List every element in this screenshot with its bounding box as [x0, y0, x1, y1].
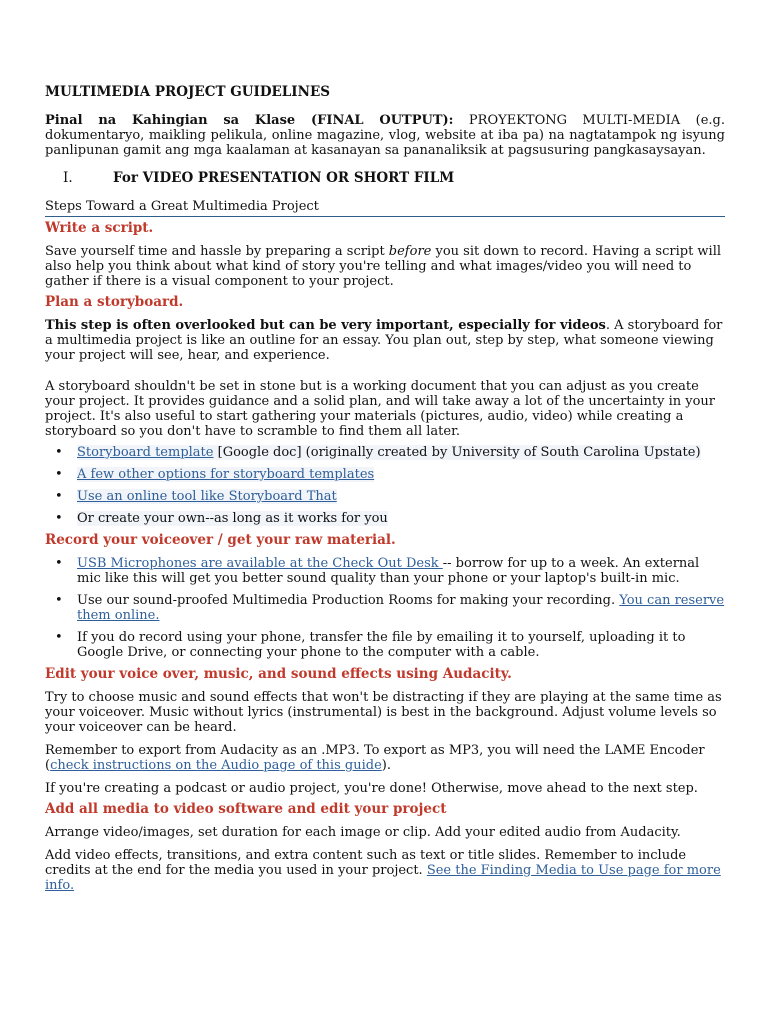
bullet-icon: • — [55, 511, 63, 526]
audacity-paragraph-3: If you're creating a podcast or audio project, you're done! Otherwise, move ahead to the next step. — [45, 781, 698, 796]
storyboard-template-note: [Google doc] (originally created by University of South Carolina Upstate) — [213, 445, 701, 460]
production-rooms-text: Use our sound-proofed Multimedia Production Rooms for making your recording. — [77, 593, 620, 608]
list-item — [45, 445, 725, 460]
script-text-a: Save yourself time and hassle by preparing a script — [45, 244, 389, 259]
finding-media-link[interactable]: See the Finding Media to Use page for more info. — [45, 863, 721, 893]
intro-label: Pinal na Kahingian sa Klase (FINAL OUTPUT) — [45, 113, 449, 128]
storyboard-paragraph-2: A storyboard shouldn't be set in stone but is a working document that you can adjust as you create your project. It provides guidance and a solid plan, and will take away a lot of the uncertainty in your project. It's also useful to start gathering your materials (pictures, audio, video) while creating a storyboard so you don't have to scramble to find them all later. — [45, 379, 715, 439]
bullet-icon: • — [55, 445, 63, 460]
heading-edit-audacity: Edit your voice over, music, and sound effects using Audacity. — [45, 666, 512, 682]
list-item — [45, 467, 725, 482]
list-item — [45, 593, 725, 623]
heading-plan-storyboard: Plan a storyboard. — [45, 294, 184, 310]
list-item — [45, 630, 725, 660]
document-page — [45, 85, 725, 907]
voiceover-list — [45, 556, 725, 660]
audio-page-link[interactable]: check instructions on the Audio page of this guide — [50, 758, 382, 773]
intro-colon: : — [448, 113, 454, 128]
section-label: For VIDEO PRESENTATION OR SHORT FILM — [113, 170, 455, 186]
bullet-icon: • — [55, 489, 63, 504]
page-title: MULTIMEDIA PROJECT GUIDELINES — [45, 84, 330, 100]
audacity-paragraph-2 — [45, 743, 725, 773]
video-effects-text: Add video effects, transitions, and extra content such as text or title slides. Remember to include credits at the end for the media you used in your project. — [45, 848, 687, 878]
storyboard-bold-text: This step is often overlooked but can be very important, especially for videos — [45, 318, 606, 333]
script-text-emphasis: before — [388, 244, 432, 259]
reserve-rooms-link[interactable]: You can reserve them online. — [77, 593, 725, 623]
bullet-icon: • — [55, 556, 63, 571]
script-paragraph — [45, 244, 725, 289]
usb-microphones-link[interactable]: USB Microphones are available at the Check Out Desk — [77, 556, 443, 571]
storyboard-options-link[interactable]: A few other options for storyboard templates — [77, 467, 375, 482]
storyboard-list — [45, 445, 725, 526]
heading-record-voiceover: Record your voiceover / get your raw material. — [45, 532, 396, 548]
audacity-paragraph-1: Try to choose music and sound effects that won't be distracting if they are playing at the same time as your voiceover. Music without lyrics (instrumental) is best in the background. Adjust volume levels so your voiceover can be heard. — [45, 690, 722, 735]
video-paragraph-1: Arrange video/images, set duration for each image or clip. Add your edited audio from Audacity. — [45, 825, 681, 840]
bullet-icon: • — [55, 467, 63, 482]
intro-text: PROYEKTONG MULTI-MEDIA (e.g. dokumentaryo, maikling pelikula, online magazine, vlog, website at iba pa) na nagtatampok ng isyung panlipunan gamit ang mga kaalaman at kasanayan sa pananaliksik at pagsusuring pangkasaysayan. — [45, 113, 725, 158]
script-text-b: you sit down to record. Having a script will also help you think about what kind of story you're telling and what images/video you will need to gather if there is a visual component to your project. — [45, 244, 722, 289]
bullet-icon: • — [55, 630, 63, 645]
storyboard-text: . A storyboard for a multimedia project is like an outline for an essay. You plan out, step by step, what someone viewing your project will see, hear, and experience. — [45, 318, 723, 363]
section-heading — [45, 171, 725, 186]
bullet-icon: • — [55, 593, 63, 608]
heading-write-script: Write a script. — [45, 220, 154, 236]
heading-video-software: Add all media to video software and edit your project — [45, 801, 447, 817]
storyboard-paragraph-1 — [45, 318, 725, 363]
export-text-end: ). — [381, 758, 391, 773]
create-own-text: Or create your own--as long as it works for you — [77, 511, 388, 526]
list-item — [45, 489, 725, 504]
section-number: I. — [63, 170, 73, 186]
storyboard-template-link[interactable]: Storyboard template — [77, 445, 214, 460]
steps-heading: Steps Toward a Great Multimedia Project — [45, 199, 725, 217]
export-text: Remember to export from Audacity as an .MP3. To export as MP3, you will need the LAME Encoder ( — [45, 743, 705, 773]
phone-recording-text: If you do record using your phone, transfer the file by emailing it to yourself, uploading it to Google Drive, or connecting your phone to the computer with a cable. — [77, 630, 686, 660]
storyboard-that-link[interactable]: Use an online tool like Storyboard That — [77, 489, 337, 504]
intro-paragraph — [45, 113, 725, 158]
usb-microphones-text: -- borrow for up to a week. An external mic like this will get you better sound quality than your phone or your laptop's built-in mic. — [77, 556, 700, 586]
list-item — [45, 556, 725, 586]
list-item — [45, 511, 725, 526]
video-paragraph-2 — [45, 848, 725, 893]
